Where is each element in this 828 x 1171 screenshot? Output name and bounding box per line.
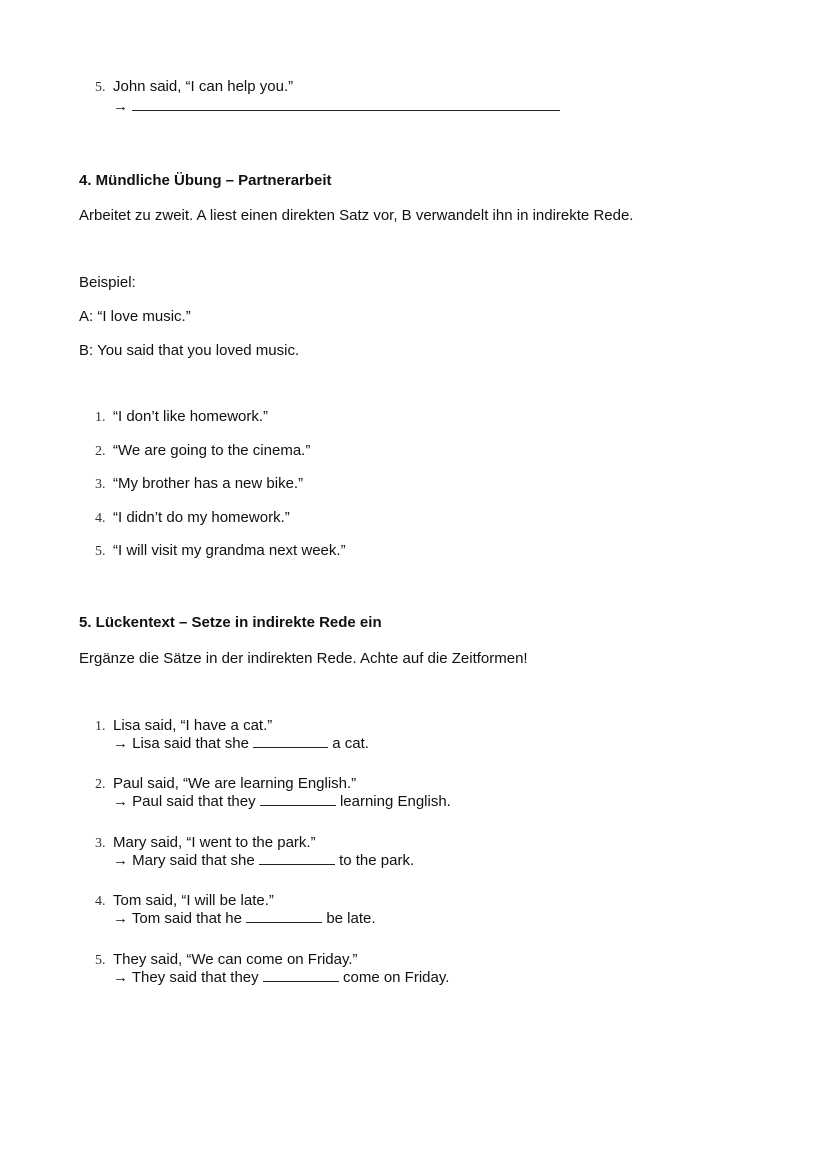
item-text: “We are going to the cinema.” xyxy=(113,442,311,459)
answer-blank[interactable] xyxy=(246,910,322,923)
gap-item-sentence xyxy=(95,717,272,735)
gap-item-answer xyxy=(113,735,369,752)
item-text: “My brother has a new bike.” xyxy=(113,475,304,492)
item-number: 3. xyxy=(95,477,106,492)
gap-item-sentence xyxy=(95,834,316,852)
item-sentence: John said, “I can help you.” xyxy=(113,78,294,95)
example-label: Beispiel: xyxy=(79,274,136,291)
example-b: B: You said that you loved music. xyxy=(79,342,300,359)
list-item xyxy=(95,542,346,560)
item-text: “I didn’t do my homework.” xyxy=(113,509,290,526)
item-number: 5. xyxy=(95,953,106,968)
section5-instruction: Ergänze die Sätze in der indirekten Rede. Achte auf die Zeitformen! xyxy=(79,650,528,667)
item-number: 5. xyxy=(95,80,106,95)
top-item xyxy=(95,78,293,96)
answer-suffix: a cat. xyxy=(332,735,369,752)
answer-blank[interactable] xyxy=(260,793,336,806)
item-number: 2. xyxy=(95,777,106,792)
answer-suffix: learning English. xyxy=(339,793,451,810)
answer-prefix: → Paul said that they xyxy=(113,793,256,810)
answer-blank[interactable] xyxy=(259,852,335,865)
answer-blank[interactable] xyxy=(132,96,560,111)
answer-suffix: to the park. xyxy=(339,852,415,869)
item-sentence: They said, “We can come on Friday.” xyxy=(113,951,358,968)
gap-item-answer xyxy=(113,793,451,810)
answer-prefix: → Mary said that she xyxy=(113,852,255,869)
answer-line-row xyxy=(113,96,560,115)
item-number: 5. xyxy=(95,544,106,559)
section5-heading: 5. Lückentext – Setze in indirekte Rede ein xyxy=(79,614,382,631)
list-item xyxy=(95,509,290,527)
item-text: “I don’t like homework.” xyxy=(113,408,269,425)
item-sentence: Paul said, “We are learning English.” xyxy=(113,775,357,792)
item-number: 3. xyxy=(95,836,106,851)
item-number: 2. xyxy=(95,444,106,459)
answer-suffix: come on Friday. xyxy=(342,969,450,986)
item-sentence: Mary said, “I went to the park.” xyxy=(113,834,316,851)
example-a: A: “I love music.” xyxy=(79,308,191,325)
item-number: 4. xyxy=(95,894,106,909)
answer-suffix: be late. xyxy=(326,910,376,927)
list-item xyxy=(95,442,310,460)
gap-item-sentence xyxy=(95,951,358,969)
item-number: 4. xyxy=(95,511,106,526)
list-item xyxy=(95,408,268,426)
list-item xyxy=(95,475,303,493)
gap-item-answer xyxy=(113,969,449,986)
item-sentence: Tom said, “I will be late.” xyxy=(113,892,274,909)
item-number: 1. xyxy=(95,410,106,425)
item-sentence: Lisa said, “I have a cat.” xyxy=(113,717,273,734)
section4-heading: 4. Mündliche Übung – Partnerarbeit xyxy=(79,172,332,189)
gap-item-sentence xyxy=(95,775,356,793)
answer-prefix: → They said that they xyxy=(113,969,259,986)
answer-blank[interactable] xyxy=(263,969,339,982)
gap-item-sentence xyxy=(95,892,274,910)
item-number: 1. xyxy=(95,719,106,734)
answer-prefix: → Tom said that he xyxy=(113,910,242,927)
arrow-icon: → xyxy=(113,98,128,115)
section4-instruction: Arbeitet zu zweit. A liest einen direkten Satz vor, B verwandelt ihn in indirekte Rede. xyxy=(79,207,634,224)
gap-item-answer xyxy=(113,852,414,869)
answer-blank[interactable] xyxy=(253,735,328,748)
item-text: “I will visit my grandma next week.” xyxy=(113,542,346,559)
gap-item-answer xyxy=(113,910,376,927)
answer-prefix: → Lisa said that she xyxy=(113,735,249,752)
